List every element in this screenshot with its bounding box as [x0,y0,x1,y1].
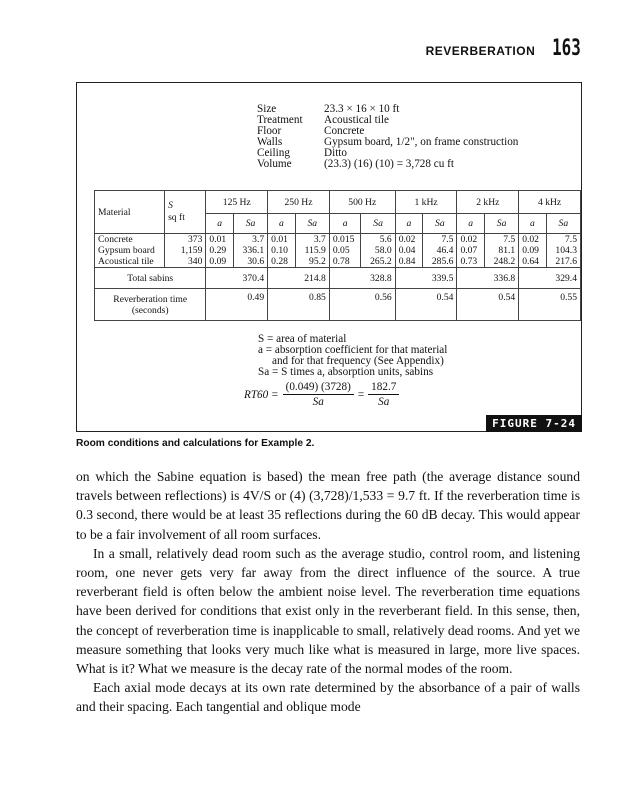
definitions [258,334,447,378]
page-number: 163 [552,36,581,61]
condition-row: Size 23.3 × 16 × 10 ft [257,103,400,115]
table-subheader-row: a Sa a Sa a Sa a Sa a Sa a Sa [95,214,581,234]
paragraph: Each axial mode decays at its own rate determined by the absorbance of a pair of walls and their spacing. Each tangential and oblique mode [76,680,580,715]
freq-header: 250 Hz [268,191,330,214]
running-head-title: REVERBERATION [425,44,536,58]
condition-row: Treatment Acoustical tile [257,114,389,126]
condition-row: Volume (23.3) (16) (10) = 3,728 cu ft [257,158,454,170]
definition-s: S = area of material [258,333,347,345]
material-rows: Concrete Gypsum board Acoustical tile 373 1,159 340 0.01 0.29 0.09 3.7 336.1 30.6 0.01 0.10 0.28 3.7 115.9 95.2 0.015 0.05 0.78 5.6 58.0 265.2 0.02 0.04 0.84 7.5 46.4 285.6 0.02 0.07 0.73 7.5 81.1 248.2 0.02 0.09 0.64 7.5 104.3 217.6 [95,234,581,268]
reverberation-time-row: Reverberation time (seconds) 0.49 0.85 0.56 0.54 0.54 0.55 [95,289,581,321]
s-header: S sq ft [165,191,206,234]
condition-row: Walls Gypsum board, 1/2", on frame construction [257,136,519,148]
freq-header: 500 Hz [329,191,395,214]
material-name: Gypsum board [98,245,155,256]
figure-label: FIGURE 7-24 [486,415,582,432]
material-header: Material [95,191,165,234]
room-conditions [257,104,518,170]
condition-row: Floor Concrete [257,125,365,137]
formula-fraction-1: $\frac{(0.049) (3728)}{Sa}$ [283,381,354,408]
figure-7-24 [76,82,582,432]
absorption-table [94,190,581,321]
body-text [76,467,580,717]
definition-sa: Sa = S times a, absorption units, sabins [258,366,434,378]
total-sabins-row: Total sabins 370.4 214.8 328.8 339.5 336.8 329.4 [95,268,581,289]
material-name: Acoustical tile [98,256,154,267]
freq-header: 125 Hz [206,191,268,214]
material-name: Concrete [98,234,133,245]
paragraph: on which the Sabine equation is based) the mean free path (the average distance sound travels between reflections) is 4V/S or (4) (3,728)/1,533 = 9.7 ft. If the reverberation time is 0.3 second, there would be at least 35 reflections during the 60 dB decay. This would appear to be a fair involvement of all room surfaces. [76,469,580,542]
freq-header: 1 kHz [395,191,457,214]
freq-header: 2 kHz [457,191,519,214]
condition-row: Ceiling Ditto [257,147,347,159]
formula-fraction-2: $\frac{182.7}{Sa}$ [368,381,399,408]
freq-header: 4 kHz [519,191,581,214]
rt60-formula: RT60 = $\frac{(0.049) (3728)}{Sa}$ = $\frac{182.7}{Sa}$ [244,381,399,408]
definition-a: a = absorption coefficient for that material [258,344,448,356]
paragraph: In a small, relatively dead room such as the average studio, control room, and listening room, one never gets very far away from the direct influence of the source. A true reverberant field is often below the ambient noise level. The reverberation time equations have been derived for conditions that exist only in the reverberant field. In this sense, then, the concept of reverberation time is inapplicable to small, relatively dead rooms. And yet we measure something that looks very much like what is measured in large, more live spaces. What is it? What we measure is the decay rate of the normal modes of the room. [76,545,580,677]
definition-a-cont: and for that frequency (See Appendix) [272,355,444,367]
formula-lhs: RT60 = [244,388,279,401]
running-head [426,36,581,61]
figure-caption: Room conditions and calculations for Example 2. [76,438,315,449]
table-header-row [95,191,581,214]
